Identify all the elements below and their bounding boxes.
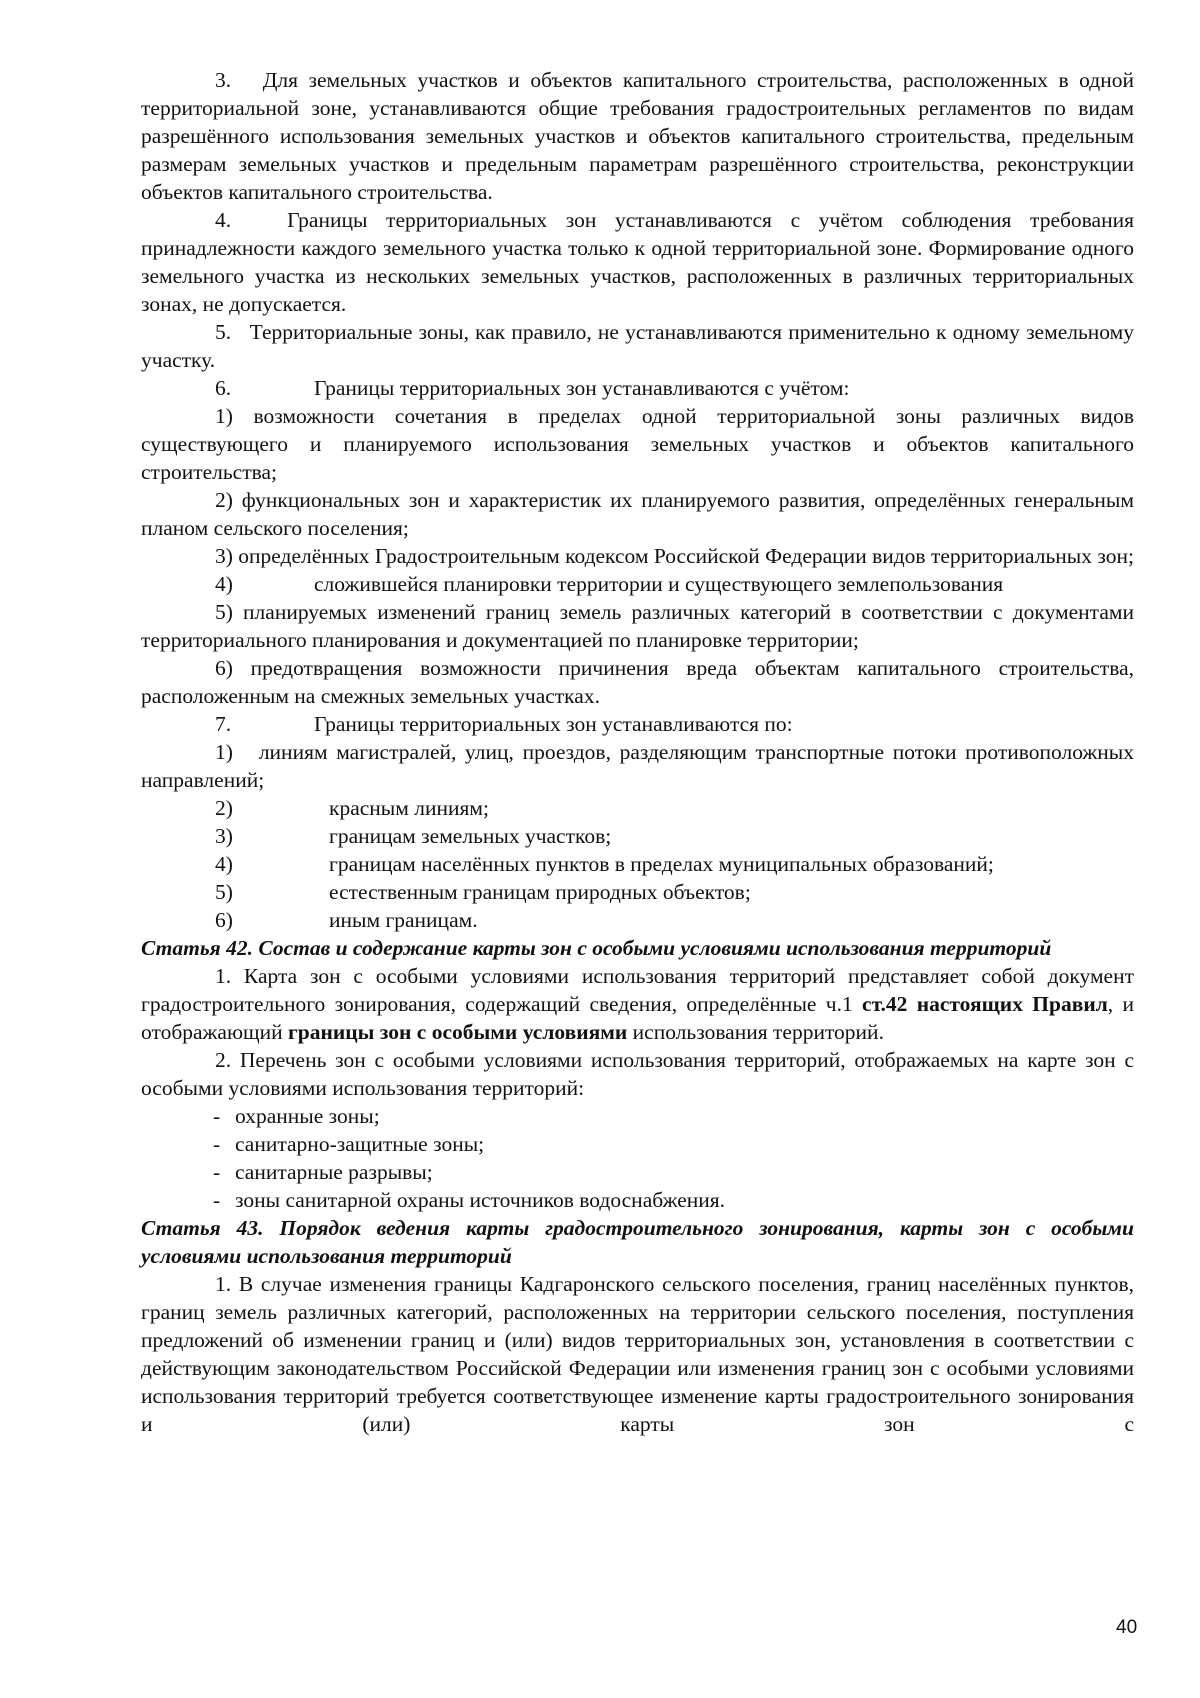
paragraph-6-item-2: 2) функциональных зон и характеристик их планируемого развития, определённых генеральным планом сельского поселения;	[141, 488, 1134, 540]
article-42-p1-text-a: 1. Карта зон с особыми условиями использования территорий представляет собой документ градостроительного зонирования, содержащий сведения, определённые ч.1	[141, 964, 1134, 1016]
list-item	[141, 1130, 1134, 1158]
paragraph-3: 3. Для земельных участков и объектов капитального строительства, расположенных в одной территориальной зоне, устанавливаются общие требования градостроительных регламентов по видам разрешённого использования земельных участков и объектов капитального строительства, предельным размерам земельных участков и предельным параметрам разрешённого строительства, реконструкции объектов капитального строительства.	[141, 68, 1134, 204]
paragraph-6-item-4-number: 4)	[215, 572, 233, 596]
paragraph-5: 5. Территориальные зоны, как правило, не устанавливаются применительно к одному земельному участку.	[141, 320, 1134, 372]
article-42-p1-bold-zones: границы зон с особыми условиями	[287, 1020, 628, 1044]
article-43-paragraph-1: 1. В случае изменения границы Кадгаронского сельского поселения, границ населённых пунктов, границ земель различных категорий, расположенных на территории сельского поселения, поступления предложений об изменении границ и (или) видов территориальных зон, установления в соответствии с действующим законодательством Российской Федерации или изменения границ зон с особыми условиями использования территорий требуется соответствующее изменение карты градостроительного зонирования и (или) карты зон с	[141, 1272, 1134, 1436]
article-42-paragraph-1	[141, 962, 1134, 1046]
bullet-dash: -	[213, 1132, 221, 1156]
bullet-dash: -	[213, 1160, 221, 1184]
article-42-p1-text-c: , и отображающий	[141, 992, 1134, 1044]
list-item-text: зоны санитарной охраны источников водоснабжения.	[235, 1188, 726, 1212]
paragraph-4: 4. Границы территориальных зон устанавливаются с учётом соблюдения требования принадлежности каждого земельного участка только к одной территориальной зоне. Формирование одного земельного участка из нескольких земельных участков, расположенных в различных территориальных зонах, не допускается.	[141, 208, 1134, 316]
list-item	[141, 794, 1134, 822]
list-item	[141, 1158, 1134, 1186]
list-item-text: естественным границам природных объектов;	[329, 880, 751, 904]
paragraph-6	[141, 374, 1134, 402]
list-item-text: охранные зоны;	[235, 1104, 380, 1128]
list-item-number: 5)	[215, 880, 233, 904]
article-42-paragraph-2: 2. Перечень зон с особыми условиями использования территорий, отображаемых на карте зон с особыми условиями использования территорий:	[141, 1048, 1134, 1100]
list-item-text: иным границам.	[329, 908, 478, 932]
list-item-number: 6)	[215, 908, 233, 932]
paragraph-7-text: Границы территориальных зон устанавливаются по:	[314, 712, 793, 736]
list-item	[141, 906, 1134, 934]
paragraph-6-item-3: 3) определённых Градостроительным кодексом Российской Федерации видов территориальных зон;	[215, 544, 1134, 568]
paragraph-7	[141, 710, 1134, 738]
bullet-dash: -	[213, 1188, 221, 1212]
bullet-dash: -	[213, 1104, 221, 1128]
article-42-p1-text-e: использования территорий.	[627, 1020, 884, 1044]
list-item	[141, 850, 1134, 878]
paragraph-6-item-5: 5) планируемых изменений границ земель различных категорий в соответствии с документами территориального планирования и документацией по планировке территории;	[141, 600, 1134, 652]
paragraph-6-text: Границы территориальных зон устанавливаются с учётом:	[314, 376, 850, 400]
list-item-text: красным линиям;	[329, 796, 489, 820]
article-42-heading: Статья 42. Состав и содержание карты зон с особыми условиями использования территорий	[141, 936, 1052, 960]
paragraph-7-number: 7.	[215, 712, 232, 736]
list-item-text: границам населённых пунктов в пределах муниципальных образований;	[329, 852, 994, 876]
page-number: 40	[1116, 1617, 1138, 1638]
list-item-number: 2)	[215, 796, 233, 820]
paragraph-7-item-1: 1) линиям магистралей, улиц, проездов, разделяющим транспортные потоки противоположных направлений;	[141, 740, 1134, 792]
paragraph-6-number: 6.	[215, 376, 232, 400]
list-item-text: санитарные разрывы;	[235, 1160, 433, 1184]
paragraph-6-item-4-text: сложившейся планировки территории и существующего землепользования	[314, 572, 1004, 596]
paragraph-6-item-1: 1) возможности сочетания в пределах одной территориальной зоны различных видов существующего и планируемого использования земельных участков и объектов капитального строительства;	[141, 404, 1134, 484]
list-item	[141, 878, 1134, 906]
paragraph-6-item-4	[141, 570, 1134, 598]
list-item-number: 3)	[215, 824, 233, 848]
list-item-text: санитарно-защитные зоны;	[235, 1132, 485, 1156]
list-item-text: границам земельных участков;	[329, 824, 612, 848]
list-item	[141, 1186, 1134, 1214]
list-item	[141, 822, 1134, 850]
list-item	[141, 1102, 1134, 1130]
document-page	[141, 66, 1134, 1438]
article-42-p1-bold-ref: ст.42 настоящих Правил	[862, 992, 1108, 1016]
article-43-heading: Статья 43. Порядок ведения карты градостроительного зонирования, карты зон с особыми условиями использования территорий	[141, 1216, 1134, 1268]
paragraph-6-item-6: 6) предотвращения возможности причинения вреда объектам капитального строительства, расположенным на смежных земельных участках.	[141, 656, 1134, 708]
list-item-number: 4)	[215, 852, 233, 876]
